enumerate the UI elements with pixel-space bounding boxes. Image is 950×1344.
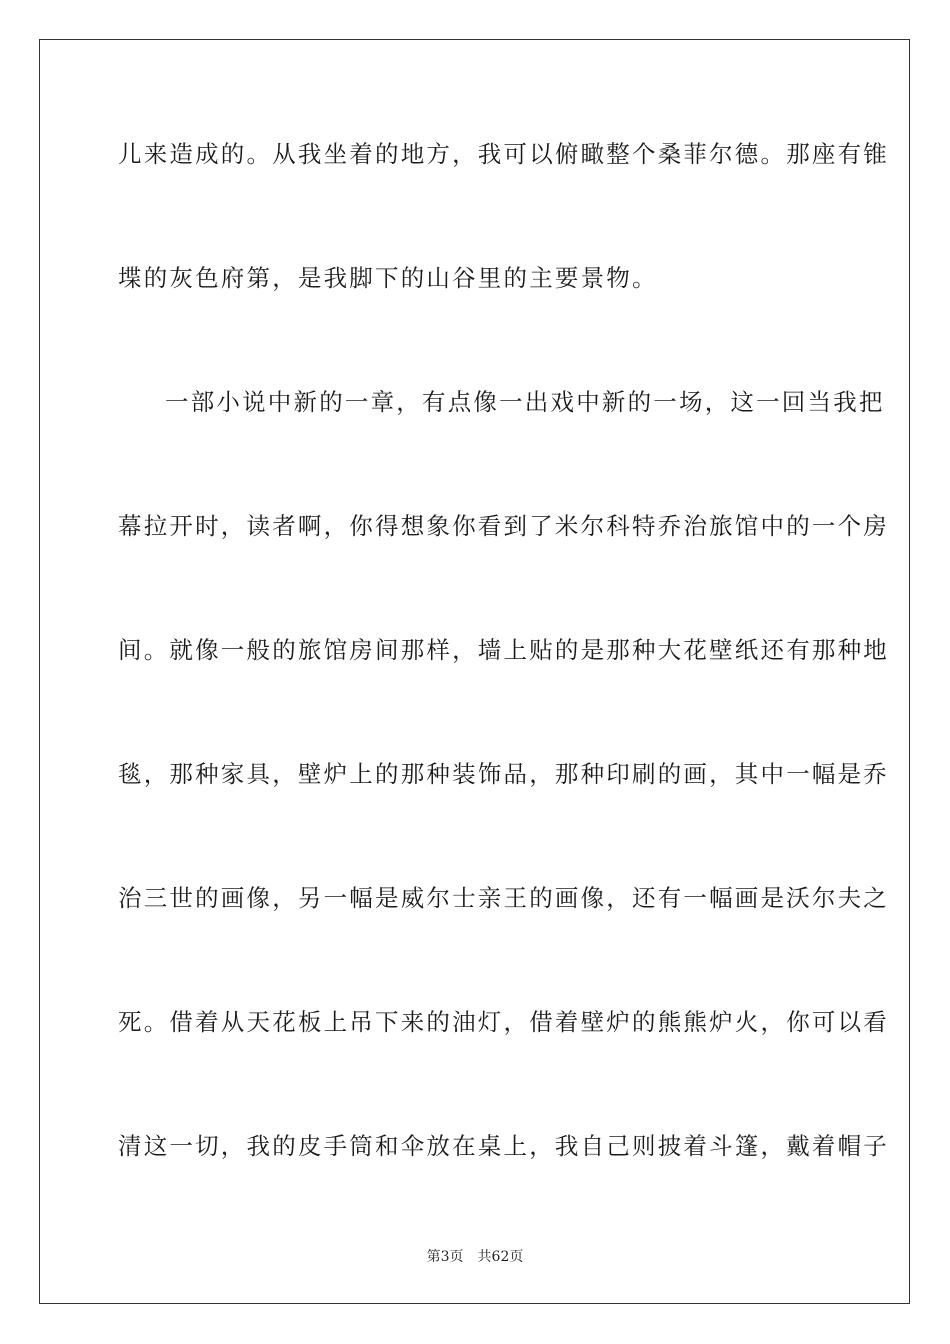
page-footer xyxy=(0,1246,950,1266)
text-line-9: 清这一切，我的皮手筒和伞放在桌上，我自己则披着斗篷，戴着帽子 xyxy=(118,1132,889,1160)
text-line-7: 治三世的画像，另一幅是威尔士亲王的画像，还有一幅画是沃尔夫之 xyxy=(118,884,889,912)
text-line-3: 一部小说中新的一章，有点像一出戏中新的一场，这一回当我把 xyxy=(165,388,885,416)
text-line-8: 死。借着从天花板上吊下来的油灯，借着壁炉的熊熊炉火，你可以看 xyxy=(118,1008,889,1036)
text-line-4: 幕拉开时，读者啊，你得想象你看到了米尔科特乔治旅馆中的一个房 xyxy=(118,512,889,540)
text-line-1: 儿来造成的。从我坐着的地方，我可以俯瞰整个桑菲尔德。那座有锥 xyxy=(118,140,889,168)
page-number: 第3页 xyxy=(426,1249,464,1265)
text-line-6: 毯，那种家具，壁炉上的那种装饰品，那种印刷的画，其中一幅是乔 xyxy=(118,760,889,788)
page-total: 共62页 xyxy=(477,1249,524,1265)
text-line-5: 间。就像一般的旅馆房间那样，墙上贴的是那种大花壁纸还有那种地 xyxy=(118,636,889,664)
page-border xyxy=(39,39,910,1304)
text-line-2: 堞的灰色府第，是我脚下的山谷里的主要景物。 xyxy=(118,264,658,292)
